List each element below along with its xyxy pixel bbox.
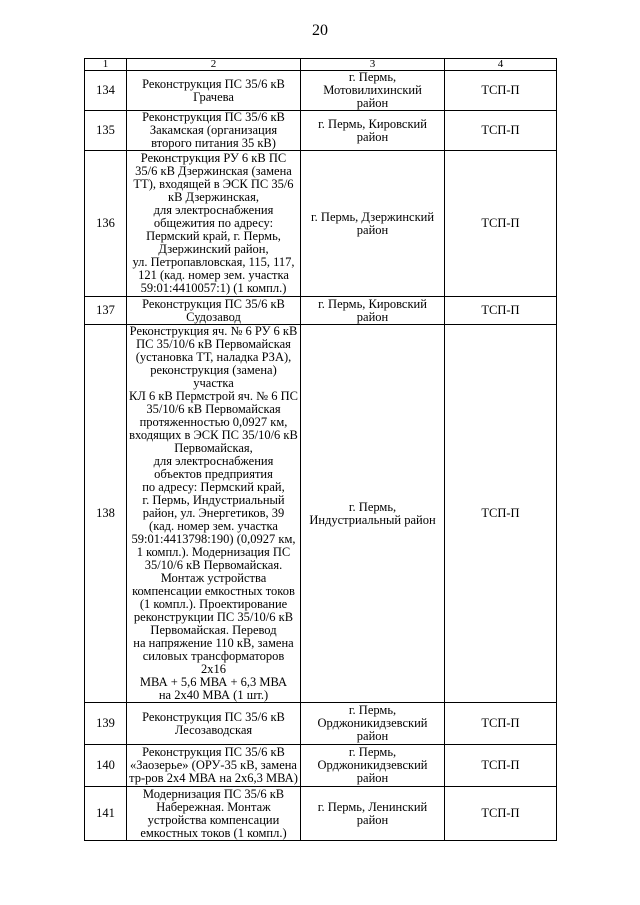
row-number: 134 bbox=[85, 71, 127, 111]
row-number: 135 bbox=[85, 111, 127, 151]
organization: ТСП-П bbox=[445, 111, 557, 151]
organization: ТСП-П bbox=[445, 325, 557, 703]
row-number: 138 bbox=[85, 325, 127, 703]
row-number: 140 bbox=[85, 745, 127, 787]
project-location: г. Пермь, Мотовилихинский район bbox=[301, 71, 445, 111]
project-description: Реконструкция ПС 35/6 кВ Закамская (организация второго питания 35 кВ) bbox=[127, 111, 301, 151]
project-location: г. Пермь, Орджоникидзевский район bbox=[301, 745, 445, 787]
project-location: г. Пермь, Ленинский район bbox=[301, 787, 445, 841]
column-number-row bbox=[85, 59, 557, 71]
project-location: г. Пермь, Орджоникидзевский район bbox=[301, 703, 445, 745]
project-description: Реконструкция яч. № 6 РУ 6 кВ ПС 35/10/6 кВ Первомайская (установка ТТ, наладка РЗА), реконструкция (замена) участка КЛ 6 кВ Пермстрой яч. № 6 ПС 35/10/6 кВ Первомайская протяженностью 0,0927 км, входящих в ЭСК ПС 35/10/6 кВ Первомайская, для электроснабжения объектов предприятия по адресу: Пермский край, г. Пермь, Индустриальный район, ул. Энергетиков, 39 (кад. номер зем. участка 59:01:4413798:190) (0,0927 км, 1 компл.). Модернизация ПС 35/10/6 кВ Первомайская. Монтаж устройства компенсации емкостных токов (1 компл.). Проектирование реконструкции ПС 35/10/6 кВ Первомайская. Перевод на напряжение 110 кВ, замена силовых трансформаторов 2х16 МВА + 5,6 МВА + 6,3 МВА на 2х40 МВА (1 шт.) bbox=[127, 325, 301, 703]
project-description: Реконструкция ПС 35/6 кВ Грачева bbox=[127, 71, 301, 111]
project-description: Модернизация ПС 35/6 кВ Набережная. Монтаж устройства компенсации емкостных токов (1 компл.) bbox=[127, 787, 301, 841]
project-location: г. Пермь, Кировский район bbox=[301, 111, 445, 151]
organization: ТСП-П bbox=[445, 787, 557, 841]
organization: ТСП-П bbox=[445, 71, 557, 111]
row-number: 141 bbox=[85, 787, 127, 841]
table-row bbox=[85, 325, 557, 703]
table-row bbox=[85, 787, 557, 841]
row-number: 136 bbox=[85, 151, 127, 297]
table-row bbox=[85, 71, 557, 111]
table-row bbox=[85, 151, 557, 297]
page-number: 20 bbox=[312, 22, 328, 39]
project-description: Реконструкция ПС 35/6 кВ «Заозерье» (ОРУ-35 кВ, замена тр-ров 2х4 МВА на 2х6,3 МВА) bbox=[127, 745, 301, 787]
project-location: г. Пермь, Дзержинский район bbox=[301, 151, 445, 297]
table-row bbox=[85, 745, 557, 787]
project-location: г. Пермь, Индустриальный район bbox=[301, 325, 445, 703]
row-number: 139 bbox=[85, 703, 127, 745]
project-description: Реконструкция ПС 35/6 кВ Судозавод bbox=[127, 297, 301, 325]
organization: ТСП-П bbox=[445, 745, 557, 787]
projects-table bbox=[84, 58, 557, 841]
project-description: Реконструкция ПС 35/6 кВ Лесозаводская bbox=[127, 703, 301, 745]
project-description: Реконструкция РУ 6 кВ ПС 35/6 кВ Дзержинская (замена ТТ), входящей в ЭСК ПС 35/6 кВ Дзержинская, для электроснабжения общежития по адресу: Пермский край, г. Пермь, Дзержинский район, ул. Петропавловская, 115, 117, 121 (кад. номер зем. участка 59:01:4410057:1) (1 компл.) bbox=[127, 151, 301, 297]
table-row bbox=[85, 111, 557, 151]
organization: ТСП-П bbox=[445, 151, 557, 297]
organization: ТСП-П bbox=[445, 297, 557, 325]
table-row bbox=[85, 297, 557, 325]
column-number-1: 1 bbox=[85, 59, 127, 71]
organization: ТСП-П bbox=[445, 703, 557, 745]
column-number-2: 2 bbox=[127, 59, 301, 71]
column-number-4: 4 bbox=[445, 59, 557, 71]
column-number-3: 3 bbox=[301, 59, 445, 71]
table-row bbox=[85, 703, 557, 745]
project-location: г. Пермь, Кировский район bbox=[301, 297, 445, 325]
row-number: 137 bbox=[85, 297, 127, 325]
